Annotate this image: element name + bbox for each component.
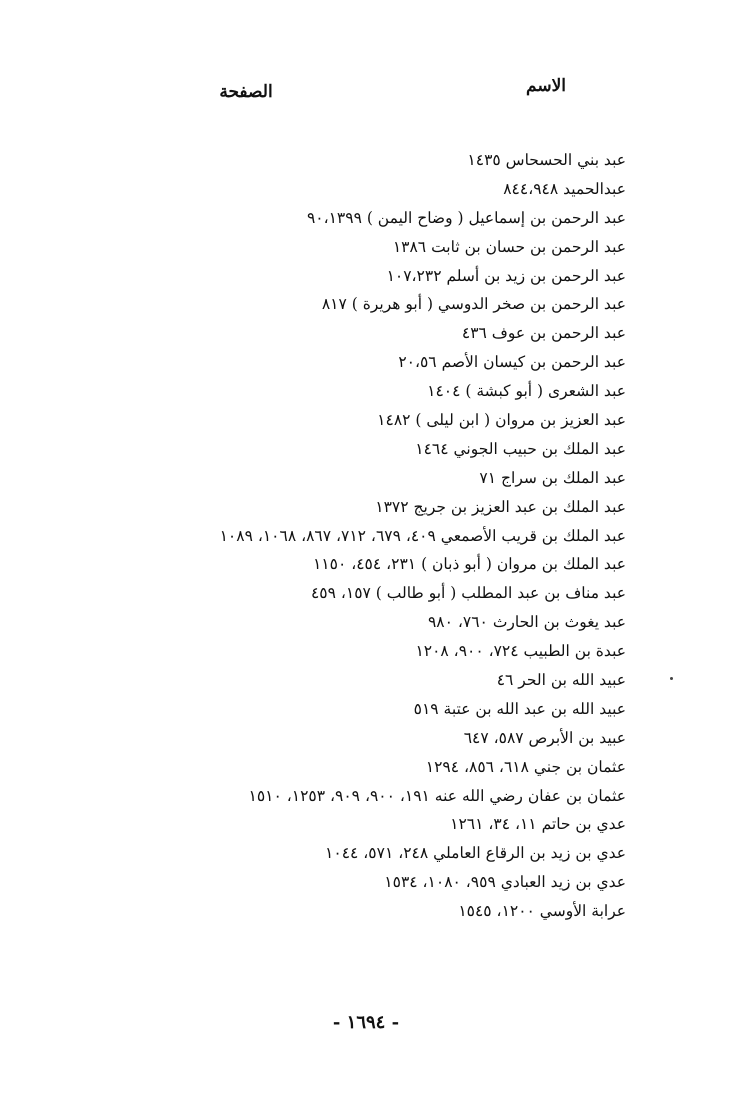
index-entry: عبد العزيز بن مروان ( ابن ليلى ) ١٤٨٢	[377, 411, 626, 430]
index-entry: عدي بن زيد العبادي ٩٥٩، ١٠٨٠، ١٥٣٤	[384, 873, 626, 892]
index-entry: عبد الشعرى ( أبو كبشة ) ١٤٠٤	[427, 382, 626, 401]
index-entry: عبيد بن الأبرص ٥٨٧، ٦٤٧	[463, 728, 626, 747]
index-entry: عثمان بن عفان رضي الله عنه ١٩١، ٩٠٠، ٩٠٩، ١٢٥٣، ١٥١٠	[248, 786, 626, 805]
page-column-header: الصفحة	[219, 82, 273, 102]
index-entry: عبد الرحمن بن عوف ٤٣٦	[461, 324, 626, 343]
index-entry: عبد الملك بن سراج ٧١	[479, 468, 626, 487]
index-entry: عبد الرحمن بن حسان بن ثابت ١٣٨٦	[392, 237, 626, 256]
index-entry: عبيد الله بن الحر ٤٦	[496, 671, 626, 690]
index-entry: عبدالحميد ٨٤٤،٩٤٨	[503, 179, 626, 198]
index-entry: عبد الرحمن بن صخر الدوسي ( أبو هريرة ) ٨١٧	[321, 295, 626, 314]
index-entry: عبيد الله بن عبد الله بن عتبة ٥١٩	[413, 699, 626, 718]
name-column-header: الاسم	[526, 76, 566, 96]
index-entry: عثمان بن جني ٦١٨، ٨٥٦، ١٢٩٤	[425, 757, 626, 776]
index-entry: عرابة الأوسي ١٢٠٠، ١٥٤٥	[458, 902, 626, 921]
index-entries-list	[106, 146, 626, 926]
index-entry: عبد الملك بن حبيب الجوني ١٤٦٤	[415, 439, 626, 458]
index-entry: عبد الملك بن مروان ( أبو ذبان ) ٢٣١، ٤٥٤، ١١٥٠	[312, 555, 626, 574]
index-entry: عبد الرحمن بن كيسان الأصم ٢٠،٥٦	[398, 353, 626, 372]
index-entry: عدي بن حاتم ١١، ٣٤، ١٢٦١	[450, 815, 626, 834]
index-entry: عبد مناف بن عبد المطلب ( أبو طالب ) ١٥٧، ٤٥٩	[310, 584, 626, 603]
index-entry: عبد الرحمن بن إسماعيل ( وضاح اليمن ) ٩٠،١٣٩٩	[306, 208, 626, 227]
index-entry: عبد الرحمن بن زيد بن أسلم ١٠٧،٢٣٢	[386, 266, 626, 285]
index-entry: عدي بن زيد بن الرقاع العاملي ٢٤٨، ٥٧١، ١٠٤٤	[325, 844, 626, 863]
stray-dot-mark	[670, 677, 673, 680]
page-number: - ١٦٩٤ -	[332, 1012, 400, 1033]
index-entry: عبد الملك بن عبد العزيز بن جريج ١٣٧٢	[375, 497, 626, 516]
index-entry: عبد يغوث بن الحارث ٧٦٠، ٩٨٠	[427, 613, 626, 632]
index-entry: عبد الملك بن قريب الأصمعي ٤٠٩، ٦٧٩، ٧١٢، ٨٦٧، ١٠٦٨، ١٠٨٩	[219, 526, 626, 545]
index-entry: عبدة بن الطبيب ٧٢٤، ٩٠٠، ١٢٠٨	[415, 642, 626, 661]
index-entry: عبد بني الحسحاس ١٤٣٥	[467, 151, 626, 169]
